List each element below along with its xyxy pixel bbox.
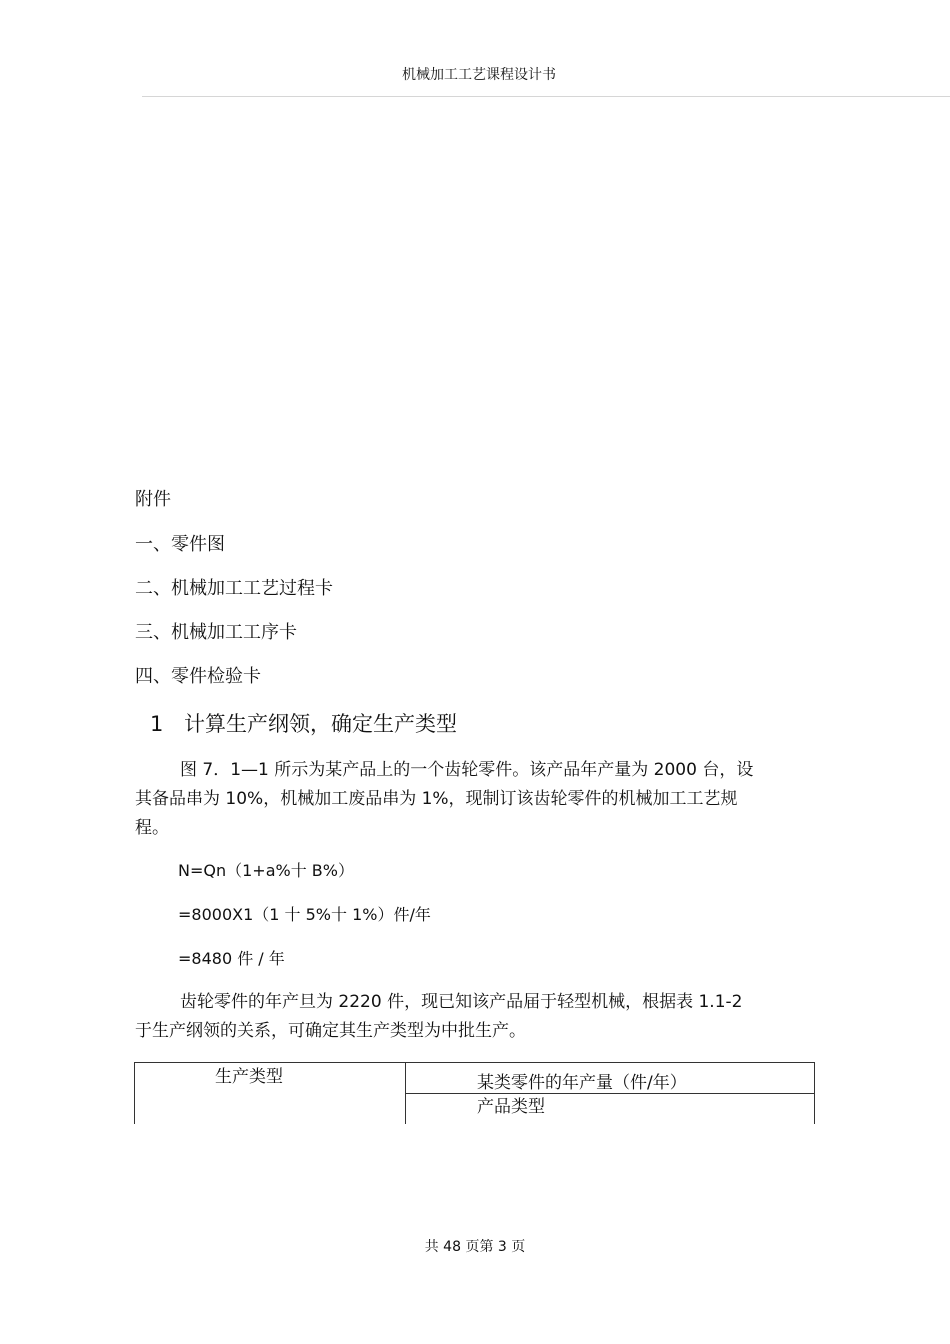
- formula-line: =8000X1（1 十 5%十 1%）件/年: [178, 905, 431, 924]
- table-header-production-type: 生产类型: [215, 1067, 283, 1087]
- paragraph-line: 于生产纲领的关系，可确定其生产类型为中批生产。: [135, 1021, 526, 1041]
- table-border-top: [134, 1062, 815, 1063]
- formula-line: N=Qn（1+a%十 B%）: [178, 861, 354, 880]
- table-border-left: [134, 1062, 135, 1124]
- section-title: 计算生产纲领，确定生产类型: [184, 712, 457, 736]
- attachment-item: 一、零件图: [135, 534, 225, 555]
- paragraph-line: 图 7．1—1 所示为某产品上的一个齿轮零件。该产品年产量为 2000 台，设: [180, 760, 754, 780]
- paragraph-line: 其备品串为 10%，机械加工废品串为 1%，现制订该齿轮零件的机械加工工艺规: [135, 789, 738, 809]
- production-type-table: [134, 1062, 815, 1124]
- table-subheader-product-type: 产品类型: [477, 1097, 545, 1117]
- section-heading: [150, 710, 457, 738]
- attachment-item: 四、零件检验卡: [135, 666, 261, 687]
- header-rule: [142, 96, 950, 97]
- paragraph-line: 齿轮零件的年产旦为 2220 件，现已知该产品届于轻型机械，根据表 1.1-2: [180, 992, 743, 1012]
- table-header-annual-output: 某类零件的年产量（件/年）: [477, 1073, 687, 1093]
- section-number: 1: [150, 712, 164, 736]
- attachment-item: 三、机械加工工序卡: [135, 622, 297, 643]
- page-number: 共 48 页第 3 页: [424, 1239, 526, 1255]
- attachment-item: 二、机械加工工艺过程卡: [135, 578, 333, 599]
- attachments-heading: 附件: [135, 489, 171, 510]
- header-title: 机械加工工艺课程设计书: [402, 67, 556, 83]
- paragraph-line: 程。: [135, 818, 169, 838]
- formula-line: =8480 件 / 年: [178, 949, 285, 968]
